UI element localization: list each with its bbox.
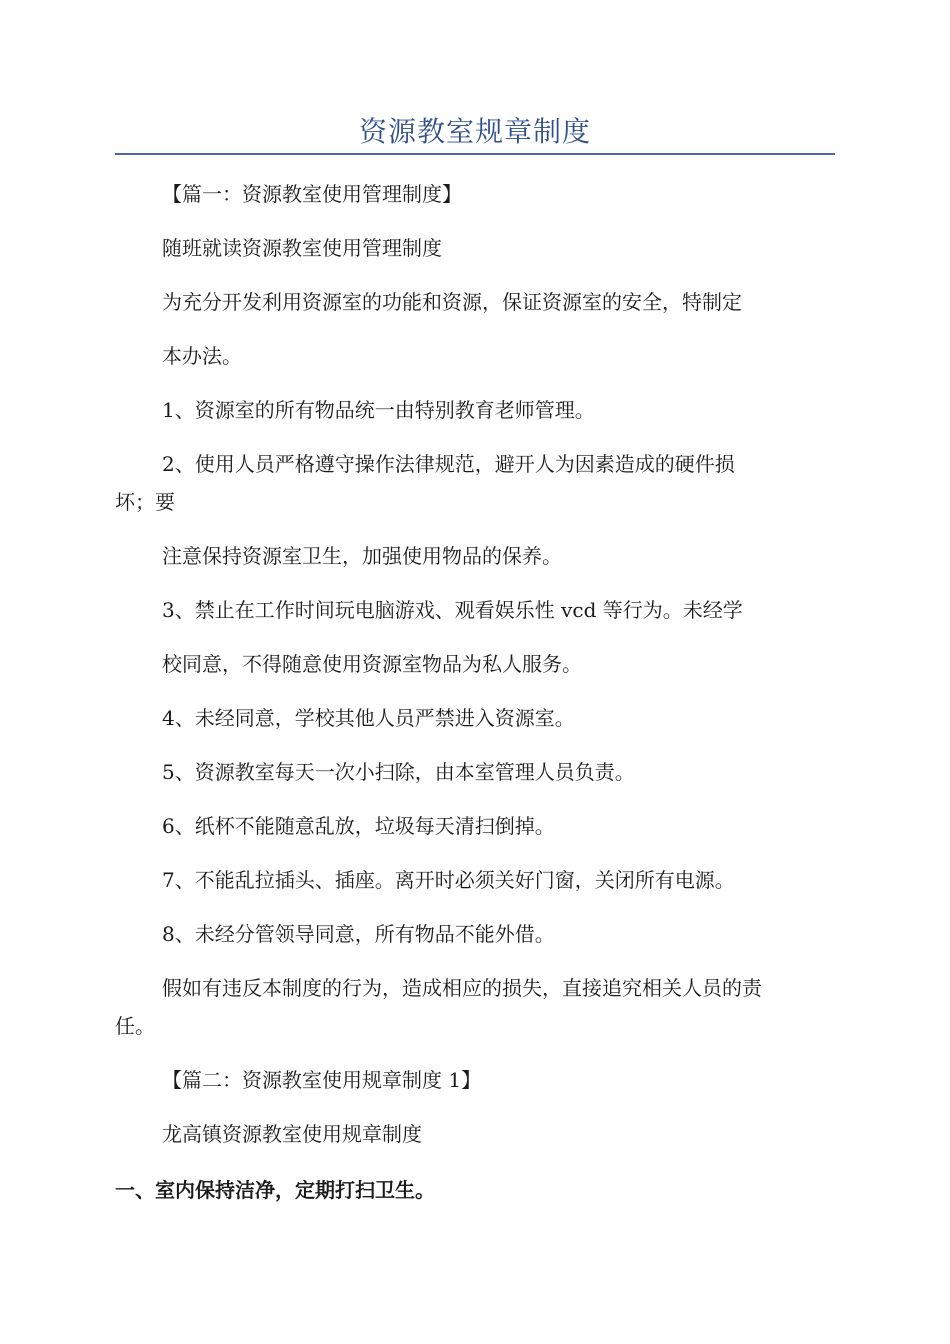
rule-item-1: 1、资源室的所有物品统一由特别教育老师管理。 — [162, 398, 595, 422]
paragraph-line: 本办法。 — [162, 344, 242, 368]
bold-subheading: 一、室内保持洁净，定期打扫卫生。 — [115, 1178, 435, 1202]
paragraph-line: 任。 — [115, 1014, 155, 1038]
paragraph-line: 注意保持资源室卫生，加强使用物品的保养。 — [162, 544, 562, 568]
paragraph-line: 龙高镇资源教室使用规章制度 — [162, 1122, 422, 1146]
paragraph-line: 假如有违反本制度的行为，造成相应的损失，直接追究相关人员的责 — [162, 976, 762, 1000]
section-heading-1: 【篇一：资源教室使用管理制度】 — [162, 182, 462, 206]
rule-item-3: 3、禁止在工作时间玩电脑游戏、观看娱乐性 vcd 等行为。未经学 — [162, 598, 743, 622]
section-heading-2: 【篇二：资源教室使用规章制度 1】 — [162, 1068, 482, 1092]
rule-item-6: 6、纸杯不能随意乱放，垃圾每天清扫倒掉。 — [162, 814, 555, 838]
rule-item-4: 4、未经同意，学校其他人员严禁进入资源室。 — [162, 706, 575, 730]
rule-item-7: 7、不能乱拉插头、插座。离开时必须关好门窗，关闭所有电源。 — [162, 868, 735, 892]
title-underline — [115, 153, 835, 155]
document-title: 资源教室规章制度 — [358, 115, 591, 148]
paragraph-line: 随班就读资源教室使用管理制度 — [162, 236, 442, 260]
paragraph-line: 坏；要 — [115, 490, 175, 514]
rule-item-8: 8、未经分管领导同意，所有物品不能外借。 — [162, 922, 555, 946]
paragraph-line: 为充分开发利用资源室的功能和资源，保证资源室的安全，特制定 — [162, 290, 742, 314]
rule-item-2: 2、使用人员严格遵守操作法律规范，避开人为因素造成的硬件损 — [162, 452, 735, 476]
rule-item-5: 5、资源教室每天一次小扫除，由本室管理人员负责。 — [162, 760, 635, 784]
paragraph-line: 校同意，不得随意使用资源室物品为私人服务。 — [162, 652, 582, 676]
